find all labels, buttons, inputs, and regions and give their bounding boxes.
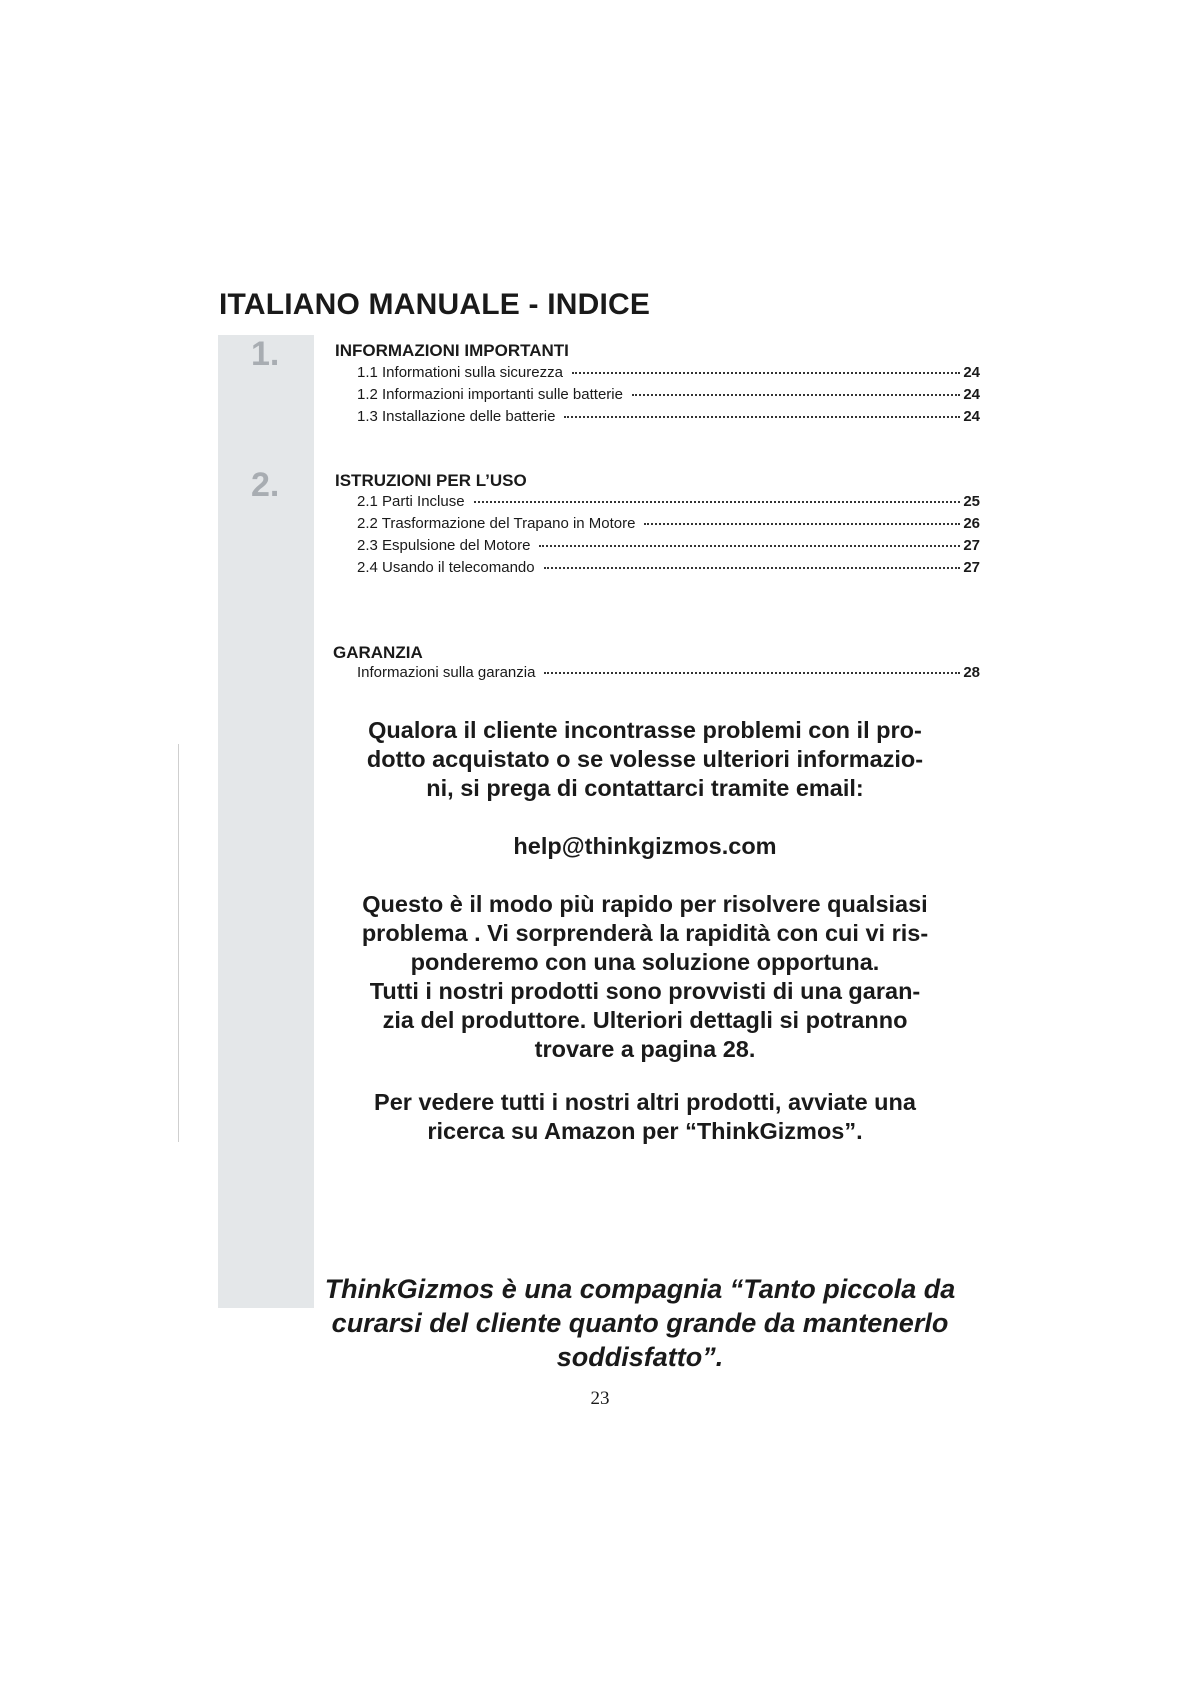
- toc-leader-dots: [544, 672, 960, 674]
- toc-leader-dots: [644, 523, 960, 525]
- section-heading-1: INFORMAZIONI IMPORTANTI: [335, 341, 569, 360]
- toc-entry-label: 2.3 Espulsione del Motore: [357, 537, 531, 554]
- margin-line: [178, 744, 179, 1142]
- info-line: problema . Vi sorprenderà la rapidità con cui vi ris-: [361, 920, 929, 946]
- toc-list-warranty: [357, 664, 980, 686]
- toc-entry: [357, 408, 980, 430]
- toc-entry-label: 1.1 Informationi sulla sicurezza: [357, 364, 563, 381]
- toc-entry: [357, 386, 980, 408]
- info-paragraph: [330, 890, 960, 1064]
- toc-entry-page: 26: [963, 515, 980, 532]
- toc-list-section-1: [357, 364, 980, 430]
- toc-entry-label: 2.1 Parti Incluse: [357, 493, 465, 510]
- toc-entry: [357, 364, 980, 386]
- toc-leader-dots: [564, 416, 960, 418]
- page-number: 23: [590, 1388, 610, 1409]
- tagline-line: curarsi del cliente quanto grande da mantenerlo: [331, 1308, 949, 1338]
- contact-line: ni, si prega di contattarci tramite email:: [426, 775, 864, 801]
- toc-entry-label: 1.2 Informazioni importanti sulle batterie: [357, 386, 623, 403]
- contact-paragraph: [330, 716, 960, 803]
- section-heading-2: ISTRUZIONI PER L’USO: [335, 471, 527, 490]
- toc-leader-dots: [539, 545, 960, 547]
- toc-leader-dots: [544, 567, 961, 569]
- amazon-line: ricerca su Amazon per “ThinkGizmos”.: [427, 1118, 863, 1144]
- tagline-line: soddisfatto”.: [556, 1342, 724, 1372]
- tagline-line: ThinkGizmos è una compagnia “Tanto piccola da: [324, 1274, 956, 1304]
- toc-entry-label: 2.4 Usando il telecomando: [357, 559, 535, 576]
- toc-leader-dots: [572, 372, 960, 374]
- toc-leader-dots: [632, 394, 960, 396]
- warranty-heading: GARANZIA: [333, 643, 423, 662]
- info-line: trovare a pagina 28.: [534, 1036, 756, 1062]
- contact-line: Qualora il cliente incontrasse problemi con il pro-: [368, 717, 922, 743]
- toc-list-section-2: [357, 493, 980, 581]
- tagline: [300, 1272, 980, 1374]
- toc-entry-page: 28: [963, 664, 980, 681]
- info-line: Questo è il modo più rapido per risolvere qualsiasi: [362, 891, 928, 917]
- page-title: ITALIANO MANUALE - INDICE: [219, 288, 651, 321]
- toc-entry-label: Informazioni sulla garanzia: [357, 664, 536, 681]
- toc-entry-page: 24: [963, 408, 980, 425]
- toc-entry: [357, 559, 980, 581]
- info-line: zia del produttore. Ulteriori dettagli si potranno: [382, 1007, 908, 1033]
- toc-entry-page: 25: [963, 493, 980, 510]
- toc-entry: [357, 515, 980, 537]
- amazon-line: Per vedere tutti i nostri altri prodotti, avviate una: [374, 1089, 916, 1115]
- contact-line: dotto acquistato o se volesse ulteriori informazio-: [366, 746, 924, 772]
- info-line: ponderemo con una soluzione opportuna.: [410, 949, 880, 975]
- toc-entry-page: 27: [963, 537, 980, 554]
- toc-entry-page: 24: [963, 364, 980, 381]
- toc-leader-dots: [474, 501, 961, 503]
- amazon-paragraph: [330, 1088, 960, 1146]
- section-number-1: 1.: [251, 335, 280, 373]
- toc-entry: [357, 493, 980, 515]
- toc-entry: [357, 664, 980, 686]
- section-number-2: 2.: [251, 466, 280, 504]
- toc-entry-page: 24: [963, 386, 980, 403]
- toc-entry-page: 27: [963, 559, 980, 576]
- toc-entry-label: 1.3 Installazione delle batterie: [357, 408, 556, 425]
- support-email[interactable]: help@thinkgizmos.com: [513, 833, 777, 859]
- info-line: Tutti i nostri prodotti sono provvisti di una garan-: [369, 978, 921, 1004]
- toc-entry: [357, 537, 980, 559]
- toc-entry-label: 2.2 Trasformazione del Trapano in Motore: [357, 515, 636, 532]
